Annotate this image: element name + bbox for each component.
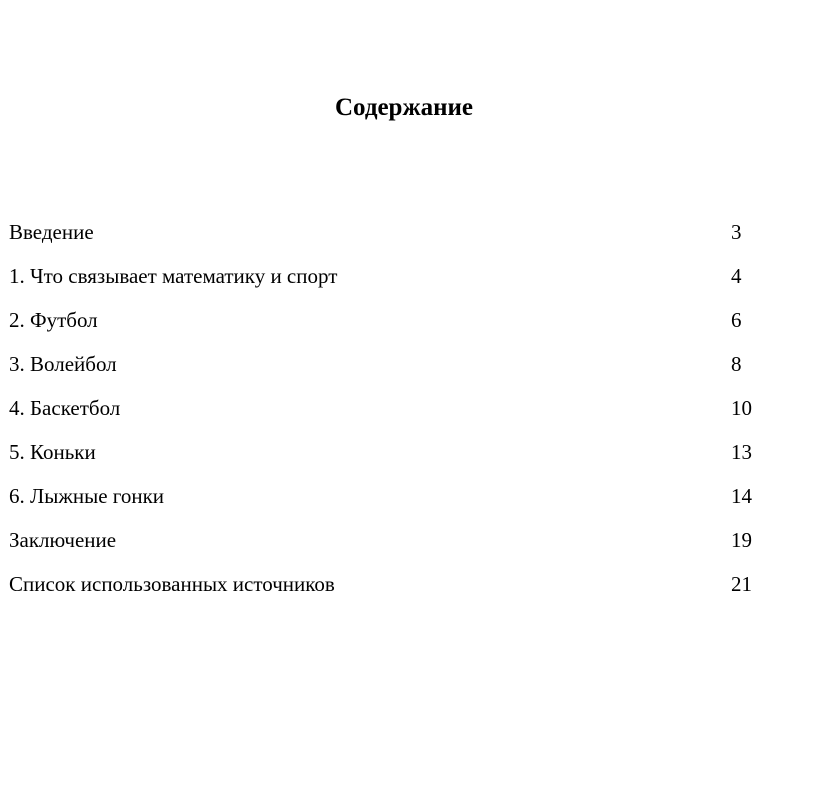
toc-entry-label: Введение [9,220,94,244]
toc-entry-page-number: 4 [731,264,742,288]
toc-entry-label: 2. Футбол [9,308,98,332]
toc-entry-math-and-sport [9,258,769,302]
toc-entry-label: 6. Лыжные гонки [9,484,165,508]
toc-entry-page-number: 21 [731,572,752,596]
toc-entry-skates [9,434,769,478]
toc-entry-label: 3. Волейбол [9,352,117,376]
toc-entry-volleyball [9,346,769,390]
toc-entry-basketball [9,390,769,434]
toc-entry-label: Список использованных источников [9,572,335,596]
toc-entry-page-number: 3 [731,220,742,244]
toc-entry-page-number: 19 [731,528,752,552]
toc-entry-page-number: 6 [731,308,742,332]
toc-entry-page-number: 10 [731,396,752,420]
toc-entry-references [9,566,769,610]
toc-entry-introduction [9,214,769,258]
toc-entry-ski-racing [9,478,769,522]
toc-entry-label: 4. Баскетбол [9,396,121,420]
toc-entry-label: Заключение [9,528,117,552]
table-of-contents [9,214,769,610]
toc-entry-page-number: 8 [731,352,742,376]
toc-entry-conclusion [9,522,769,566]
toc-entry-page-number: 13 [731,440,752,464]
toc-entry-football [9,302,769,346]
toc-entry-page-number: 14 [731,484,752,508]
toc-entry-label: 5. Коньки [9,440,96,464]
page-title: Содержание [334,94,473,121]
toc-entry-label: 1. Что связывает математику и спорт [9,264,338,288]
